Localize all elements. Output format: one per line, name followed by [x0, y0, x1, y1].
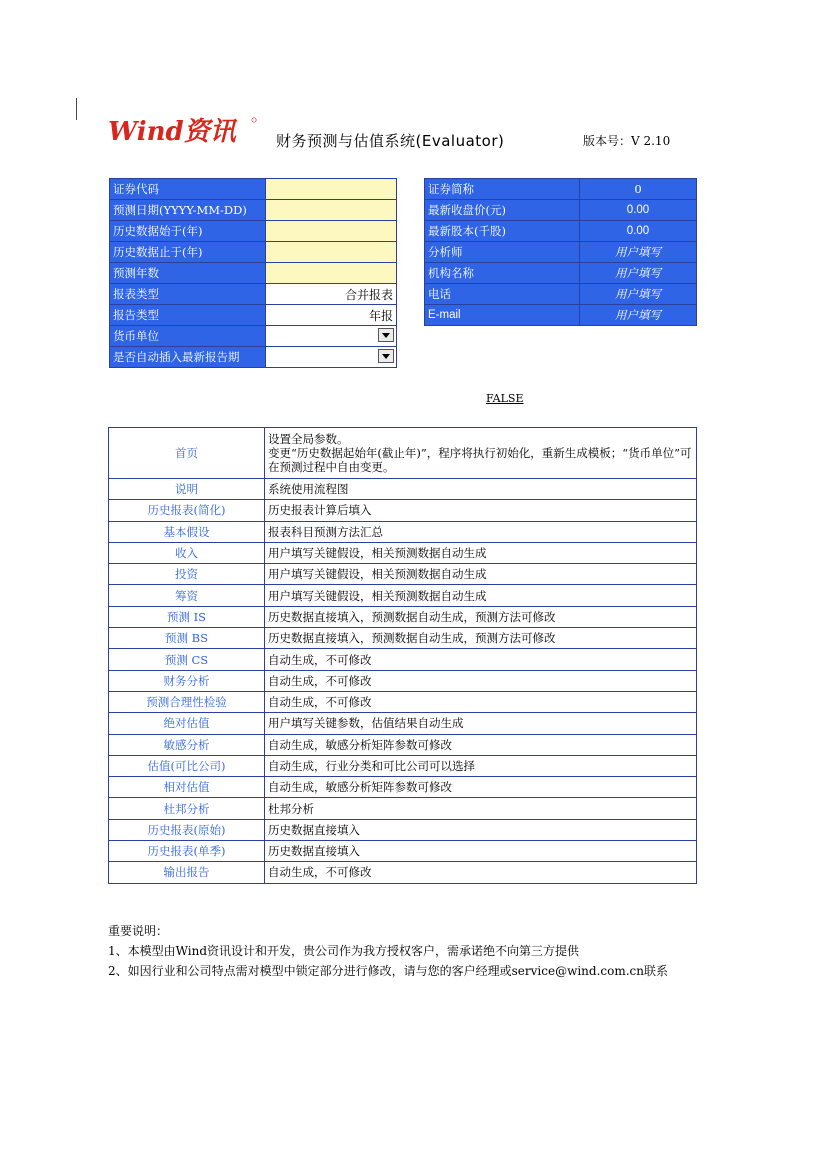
left-form-input[interactable] — [266, 263, 397, 284]
nav-description: 用户填写关键假设，相关预测数据自动生成 — [265, 542, 697, 563]
left-form-label: 证券代码 — [110, 179, 266, 200]
left-form-row — [110, 221, 397, 242]
right-form-value: 0.00 — [580, 200, 697, 221]
right-form-row — [425, 305, 697, 326]
nav-description: 历史数据直接填入，预测数据自动生成，预测方法可修改 — [265, 606, 697, 627]
nav-description: 用户填写关键参数，估值结果自动生成 — [265, 713, 697, 734]
right-form-value: 0 — [580, 179, 697, 200]
nav-table — [108, 427, 697, 884]
right-form-value[interactable]: 用户填写 — [580, 305, 697, 326]
nav-row — [109, 777, 697, 798]
left-form-row — [110, 305, 397, 326]
logo-text: Wind资讯 — [108, 117, 236, 147]
left-form-label: 报表类型 — [110, 284, 266, 305]
nav-link[interactable]: 收入 — [109, 542, 265, 563]
right-form — [424, 178, 697, 326]
nav-row — [109, 734, 697, 755]
nav-link[interactable]: 估值(可比公司) — [109, 755, 265, 776]
nav-description: 用户填写关键假设，相关预测数据自动生成 — [265, 585, 697, 606]
nav-row — [109, 428, 697, 479]
nav-description: 杜邦分析 — [265, 798, 697, 819]
notes-title: 重要说明： — [108, 924, 169, 938]
nav-link[interactable]: 绝对估值 — [109, 713, 265, 734]
left-form-row — [110, 326, 397, 347]
right-form-value[interactable]: 用户填写 — [580, 263, 697, 284]
wind-logo — [108, 114, 258, 148]
left-form-input[interactable] — [266, 221, 397, 242]
left-form-row — [110, 179, 397, 200]
left-form-dropdown[interactable] — [266, 347, 397, 368]
nav-link[interactable]: 基本假设 — [109, 521, 265, 542]
nav-row — [109, 606, 697, 627]
left-form-row — [110, 263, 397, 284]
flag-false: FALSE — [486, 392, 524, 405]
left-form-input[interactable] — [266, 179, 397, 200]
nav-row — [109, 841, 697, 862]
notes-line-1: 1、本模型由Wind资讯设计和开发，贵公司作为我方授权客户，需承诺绝不向第三方提供 — [108, 944, 580, 958]
left-form-label: 历史数据始于(年) — [110, 221, 266, 242]
right-form-row — [425, 200, 697, 221]
right-form-label: 最新收盘价(元) — [425, 200, 580, 221]
left-form-input[interactable] — [266, 242, 397, 263]
nav-description: 自动生成，敏感分析矩阵参数可修改 — [265, 734, 697, 755]
nav-link[interactable]: 筹资 — [109, 585, 265, 606]
nav-link[interactable]: 财务分析 — [109, 670, 265, 691]
right-form-label: 电话 — [425, 284, 580, 305]
left-form-row — [110, 200, 397, 221]
nav-row — [109, 649, 697, 670]
nav-row — [109, 713, 697, 734]
nav-row — [109, 862, 697, 883]
right-form-value[interactable]: 用户填写 — [580, 242, 697, 263]
nav-description: 用户填写关键假设，相关预测数据自动生成 — [265, 564, 697, 585]
nav-link[interactable]: 投资 — [109, 564, 265, 585]
nav-row — [109, 585, 697, 606]
cursor-marker — [76, 98, 77, 120]
nav-row — [109, 798, 697, 819]
left-form-value[interactable]: 年报 — [266, 305, 397, 326]
left-form-label: 预测年数 — [110, 263, 266, 284]
nav-link[interactable]: 历史报表(单季) — [109, 841, 265, 862]
nav-link[interactable]: 敏感分析 — [109, 734, 265, 755]
nav-row — [109, 819, 697, 840]
nav-description: 系统使用流程图 — [265, 479, 697, 500]
notes — [108, 921, 668, 981]
version-label: 版本号：V 2.10 — [583, 134, 671, 148]
nav-link[interactable]: 输出报告 — [109, 862, 265, 883]
nav-description: 历史数据直接填入，预测数据自动生成，预测方法可修改 — [265, 628, 697, 649]
nav-row — [109, 691, 697, 712]
nav-description: 自动生成，不可修改 — [265, 670, 697, 691]
right-form-row — [425, 284, 697, 305]
left-form-label: 货币单位 — [110, 326, 266, 347]
nav-description: 自动生成，不可修改 — [265, 691, 697, 712]
left-form-row — [110, 284, 397, 305]
nav-description: 自动生成，不可修改 — [265, 649, 697, 670]
dropdown-arrow-icon[interactable] — [378, 328, 394, 342]
nav-row — [109, 755, 697, 776]
right-form-value: 0.00 — [580, 221, 697, 242]
right-form-row — [425, 179, 697, 200]
right-form-row — [425, 242, 697, 263]
nav-row — [109, 564, 697, 585]
left-form-input[interactable] — [266, 200, 397, 221]
left-form-row — [110, 242, 397, 263]
nav-link[interactable]: 首页 — [109, 428, 265, 479]
nav-description: 报表科目预测方法汇总 — [265, 521, 697, 542]
nav-link[interactable]: 历史报表(原始) — [109, 819, 265, 840]
nav-description: 历史数据直接填入 — [265, 841, 697, 862]
right-form-row — [425, 221, 697, 242]
right-form-label: E-mail — [425, 305, 580, 326]
nav-link[interactable]: 历史报表(简化) — [109, 500, 265, 521]
dropdown-arrow-icon[interactable] — [378, 349, 394, 363]
nav-row — [109, 500, 697, 521]
nav-link[interactable]: 预测 BS — [109, 628, 265, 649]
nav-row — [109, 542, 697, 563]
left-form-dropdown[interactable] — [266, 326, 397, 347]
nav-row — [109, 521, 697, 542]
right-form-label: 证券简称 — [425, 179, 580, 200]
left-form-value[interactable]: 合并报表 — [266, 284, 397, 305]
right-form-label: 机构名称 — [425, 263, 580, 284]
nav-link[interactable]: 相对估值 — [109, 777, 265, 798]
left-form-row — [110, 347, 397, 368]
nav-description: 历史数据直接填入 — [265, 819, 697, 840]
nav-row — [109, 670, 697, 691]
right-form-row — [425, 263, 697, 284]
notes-line-2: 2、如因行业和公司特点需对模型中锁定部分进行修改，请与您的客户经理或service@wind.com.cn联系 — [108, 964, 668, 978]
nav-description: 设置全局参数。 变更“历史数据起始年(截止年)”，程序将执行初始化，重新生成模板；“货币单位”可在预测过程中自由变更。 — [265, 428, 697, 479]
left-form-label: 报告类型 — [110, 305, 266, 326]
right-form-value[interactable]: 用户填写 — [580, 284, 697, 305]
nav-description: 自动生成，敏感分析矩阵参数可修改 — [265, 777, 697, 798]
nav-description: 自动生成，不可修改 — [265, 862, 697, 883]
nav-link[interactable]: 预测 IS — [109, 606, 265, 627]
right-form-label: 最新股本(千股) — [425, 221, 580, 242]
left-form-label: 预测日期(YYYY-MM-DD) — [110, 200, 266, 221]
nav-row — [109, 479, 697, 500]
left-form-label: 历史数据止于(年) — [110, 242, 266, 263]
nav-link[interactable]: 预测 CS — [109, 649, 265, 670]
nav-row — [109, 628, 697, 649]
nav-link[interactable]: 说明 — [109, 479, 265, 500]
left-form — [109, 178, 397, 368]
nav-description: 自动生成，行业分类和可比公司可以选择 — [265, 755, 697, 776]
left-form-label: 是否自动插入最新报告期 — [110, 347, 266, 368]
nav-link[interactable]: 预测合理性检验 — [109, 691, 265, 712]
nav-description: 历史报表计算后填入 — [265, 500, 697, 521]
nav-link[interactable]: 杜邦分析 — [109, 798, 265, 819]
right-form-label: 分析师 — [425, 242, 580, 263]
page-title: 财务预测与估值系统(Evaluator) — [276, 132, 505, 150]
